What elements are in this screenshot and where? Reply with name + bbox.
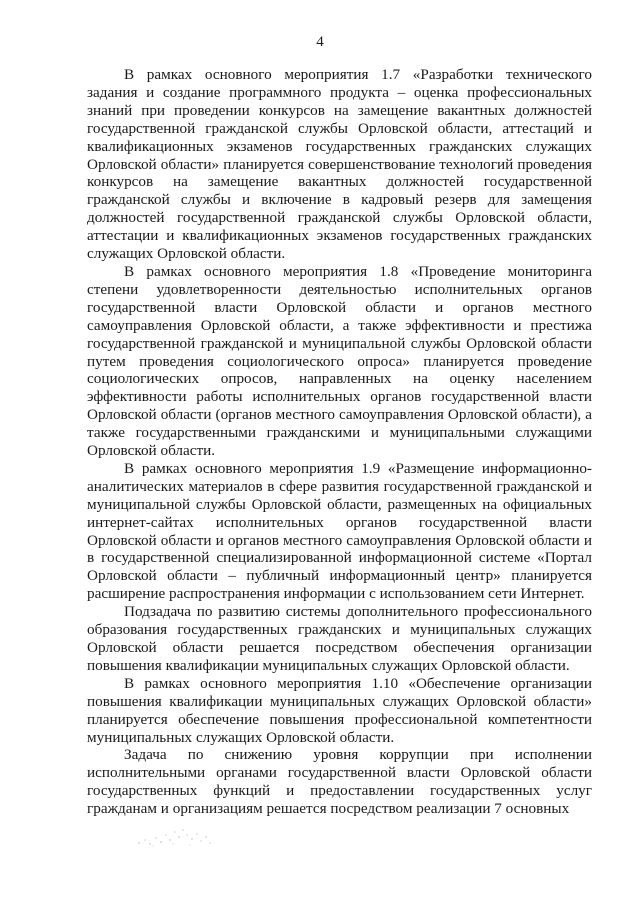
- page-number: 4: [316, 34, 324, 50]
- paragraph-activity-1-9: В рамках основного мероприятия 1.9 «Размещение информационно-аналитических материалов в сфере развития государственной гражданской и муниципальной службы Орловской области, размещенных на официальных интернет-сайтах исполнительных органов государственной власти Орловской области и органов местного самоуправления Орловской области и в государственной специализированной информационной системе «Портал Орловской области – публичный информационный центр» планируется расширение распространения информации с использованием сети Интернет.: [87, 459, 592, 603]
- paragraph-activity-1-10: В рамках основного мероприятия 1.10 «Обеспечение организации повышения квалификации муниципальных служащих Орловской области» планируется обеспечение повышения профессиональной компетентности муниципальных служащих Орловской области.: [87, 674, 592, 746]
- paragraph-subtask-education: Подзадача по развитию системы дополнительного профессионального образования государственных гражданских и муниципальных служащих Орловской области решается посредством обеспечения организации повышения квалификации муниципальных служащих Орловской области.: [87, 603, 592, 674]
- paragraph-activity-1-8: В рамках основного мероприятия 1.8 «Проведение мониторинга степени удовлетворенности деятельностью исполнительных органов государственной власти Орловской области и органов местного самоуправления Орловской области, а также эффективности и престижа государственной гражданской и муниципальной службы Орловской области путем проведения социологического опроса» планируется проведение социологических опросов, направленных на оценку населением эффективности работы исполнительных органов государственной власти Орловской области (органов местного самоуправления Орловской области), а также государственными гражданскими и муниципальными служащими Орловской области.: [87, 262, 592, 460]
- scan-speckle-mark: [135, 826, 215, 848]
- paragraph-activity-1-7: В рамках основного мероприятия 1.7 «Разработки технического задания и создание программного продукта – оценка профессиональных знаний при проведении конкурсов на замещение вакантных должностей государственной гражданской службы Орловской области, аттестаций и квалификационных экзаменов государственных гражданских служащих Орловской области» планируется совершенствование технологий проведения конкурсов на замещение вакантных должностей государственной гражданской службы и включение в кадровый резерв для замещения должностей государственной гражданской службы Орловской области, аттестации и квалификационных экзаменов государственных гражданских служащих Орловской области.: [87, 66, 592, 263]
- paragraph-corruption-task: Задача по снижению уровня коррупции при исполнении исполнительными органами государственной власти Орловской области государственных функций и предоставлении государственных услуг гражданам и организациям решается посредством реализации 7 основных: [87, 746, 592, 818]
- document-body: [87, 66, 592, 818]
